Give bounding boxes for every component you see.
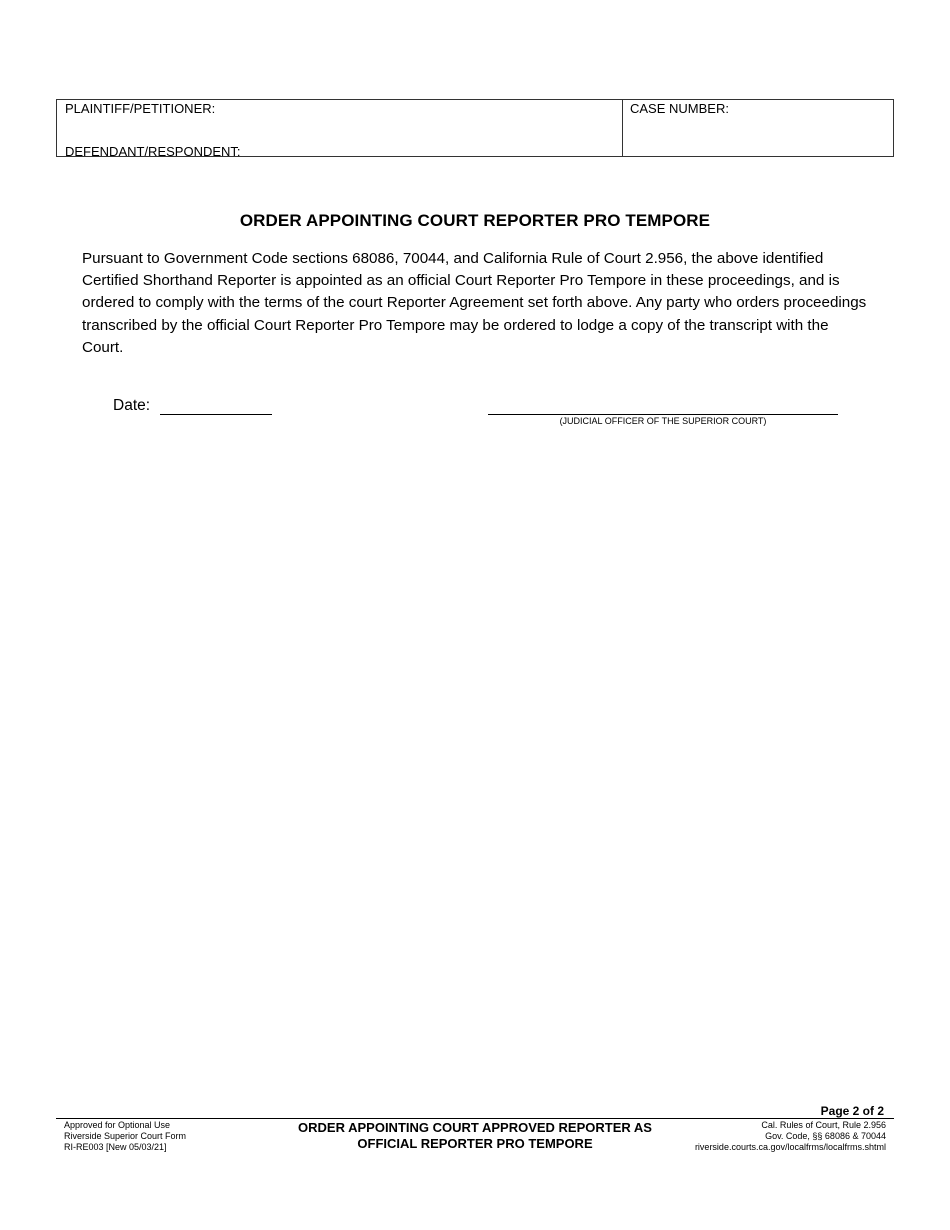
caption-divider	[622, 100, 623, 156]
footer-references	[695, 1120, 886, 1153]
footer-left-line: RI-RE003 [New 05/03/21]	[64, 1142, 167, 1152]
signature-line[interactable]	[488, 414, 838, 415]
footer-right-line: riverside.courts.ca.gov/localfrms/localfrms.shtml	[694, 1142, 886, 1152]
defendant-label: DEFENDANT/RESPONDENT:	[65, 144, 241, 159]
footer-title-line: OFFICIAL REPORTER PRO TEMPORE	[357, 1136, 593, 1151]
date-label: Date:	[113, 397, 151, 414]
footer-title-line: ORDER APPOINTING COURT APPROVED REPORTER AS	[298, 1120, 652, 1135]
footer-right-line: Gov. Code, §§ 68086 & 70044	[765, 1131, 886, 1141]
order-body-text: Pursuant to Government Code sections 68086, 70044, and California Rule of Court 2.956, the above identified Certified Shorthand Reporter is appointed as an official Court Reporter Pro Tempore in these proceedings, and is ordered to comply with the terms of the court Reporter Agreement set forth above. Any party who orders proceedings transcribed by the official Court Reporter Pro Tempore may be ordered to lodge a copy of the transcript with the Court.	[82, 250, 867, 356]
footer-rule	[56, 1118, 894, 1119]
footer-right-line: Cal. Rules of Court, Rule 2.956	[761, 1120, 886, 1130]
case-caption-box	[56, 99, 894, 157]
page-number: Page 2 of 2	[820, 1104, 884, 1118]
signature-caption: (JUDICIAL OFFICER OF THE SUPERIOR COURT)	[559, 416, 767, 426]
case-number-label: CASE NUMBER:	[630, 101, 729, 116]
date-field-line[interactable]	[160, 414, 272, 415]
footer-form-info	[64, 1120, 186, 1153]
order-title: ORDER APPOINTING COURT REPORTER PRO TEMPORE	[239, 211, 711, 230]
footer-form-title	[260, 1120, 690, 1152]
footer-left-line: Approved for Optional Use	[64, 1120, 171, 1130]
footer-left-line: Riverside Superior Court Form	[64, 1131, 187, 1141]
plaintiff-label: PLAINTIFF/PETITIONER:	[65, 101, 216, 116]
